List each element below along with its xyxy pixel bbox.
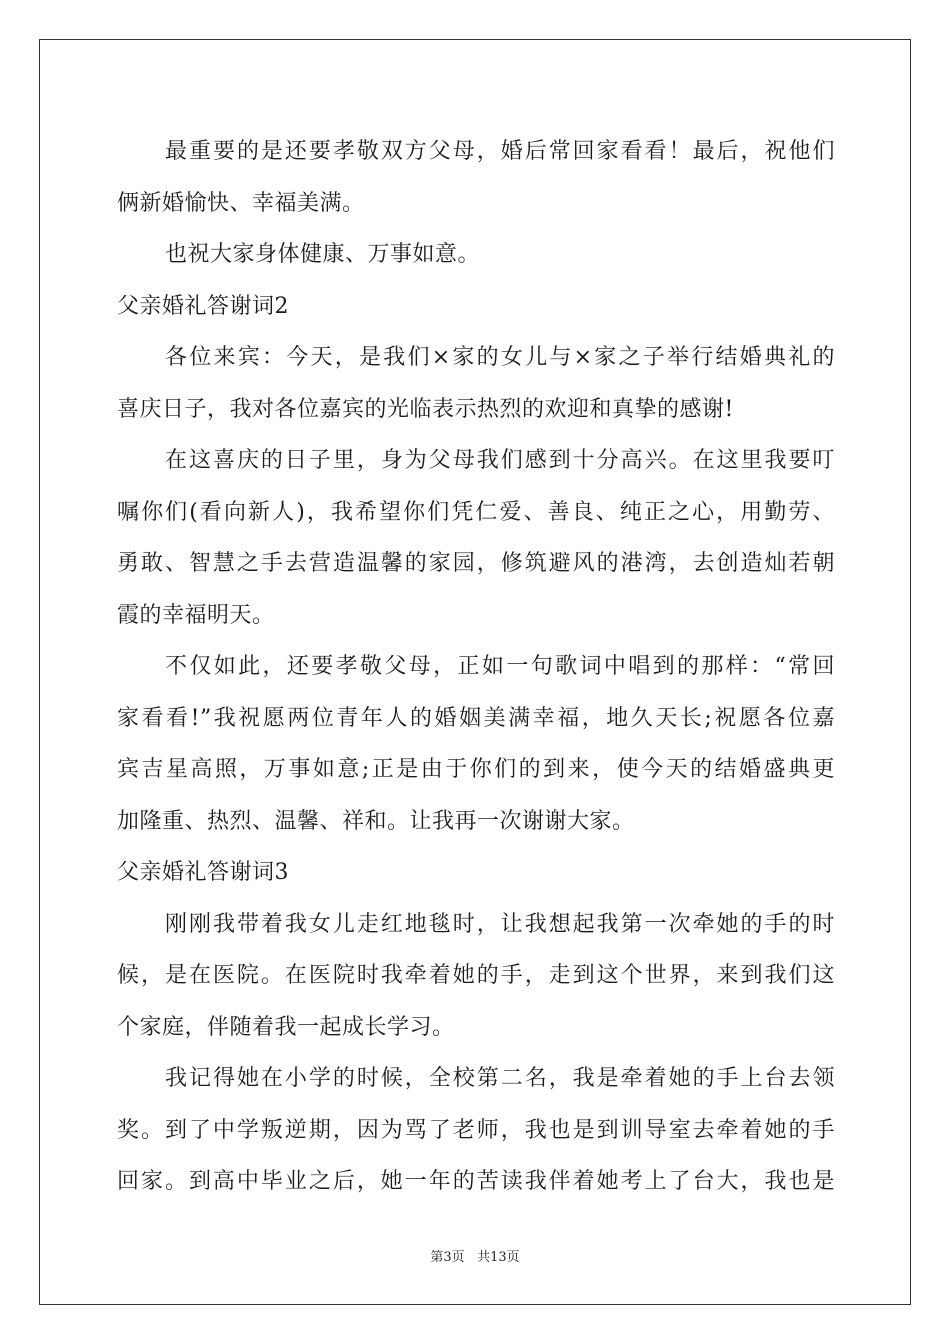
text-line: 也祝大家身体健康、万事如意。	[165, 242, 481, 267]
text-line: 不仅如此，还要孝敬父母，正如一句歌词中唱到的那样：“常回	[165, 654, 835, 679]
text-line: 各位来宾：今天，是我们×家的女儿与×家之子举行结婚典礼的	[165, 345, 835, 370]
text-line: 宾吉星高照，万事如意;正是由于你们的到来，使今天的结婚盛典更	[117, 757, 835, 782]
section-heading: 父亲婚礼答谢词3	[117, 860, 289, 885]
text-line: 个家庭，伴随着我一起成长学习。	[117, 1014, 455, 1040]
text-line: 最重要的是还要孝敬双方父母，婚后常回家看看！最后，祝他们	[165, 139, 835, 164]
text-line: 家看看!”我祝愿两位青年人的婚姻美满幸福，地久天长;祝愿各位嘉	[117, 705, 835, 731]
text-line: 嘱你们(看向新人)，我希望你们凭仁爱、善良、纯正之心，用勤劳、	[117, 499, 835, 525]
page-footer	[0, 1246, 950, 1265]
text-line: 奖。到了中学叛逆期，因为骂了老师，我也是到训导室去牵着她的手	[117, 1117, 835, 1143]
text-line: 我记得她在小学的时候，全校第二名，我是牵着她的手上台去领	[165, 1066, 835, 1091]
text-line: 回家。到高中毕业之后，她一年的苦读我伴着她考上了台大，我也是	[117, 1169, 835, 1194]
text-line: 加隆重、热烈、温馨、祥和。让我再一次谢谢大家。	[117, 808, 635, 834]
section-heading: 父亲婚礼答谢词2	[117, 293, 289, 319]
text-line: 刚刚我带着我女儿走红地毯时，让我想起我第一次牵她的手的时	[165, 911, 835, 937]
text-line: 勇敢、智慧之手去营造温馨的家园，修筑避风的港湾，去创造灿若朝	[117, 551, 835, 576]
text-line: 在这喜庆的日子里，身为父母我们感到十分高兴。在这里我要叮	[165, 448, 835, 473]
text-line: 霞的幸福明天。	[117, 602, 275, 628]
page-number: 第3页	[430, 1250, 465, 1265]
text-line: 俩新婚愉快、幸福美满。	[117, 190, 365, 216]
text-line: 候，是在医院。在医院时我牵着她的手，走到这个世界，来到我们这	[117, 963, 835, 988]
text-line: 喜庆日子，我对各位嘉宾的光临表示热烈的欢迎和真挚的感谢!	[117, 396, 734, 422]
document-body	[117, 126, 835, 1208]
page-total: 共13页	[477, 1250, 520, 1265]
